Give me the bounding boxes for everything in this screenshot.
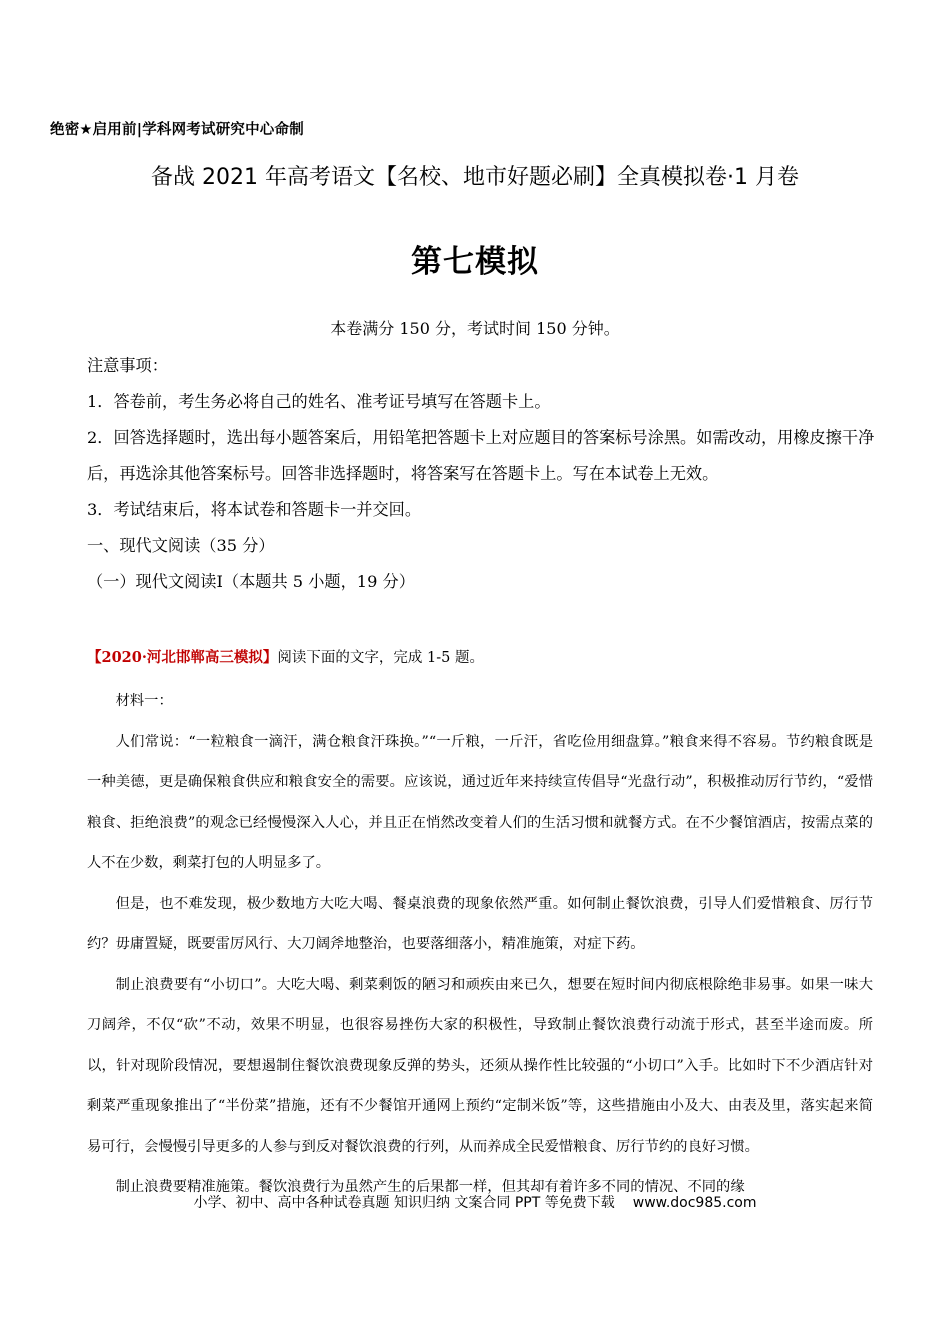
source-tag: 【2020·河北邯郸高三模拟】 <box>87 649 278 666</box>
subsection-heading: （一）现代文阅读Ⅰ（本题共 5 小题，19 分） <box>87 572 415 591</box>
main-title: 第七模拟 <box>411 244 539 280</box>
confidential-header: 绝密★启用前|学科网考试研究中心命制 <box>50 122 304 138</box>
instructions-heading: 注意事项： <box>87 356 168 375</box>
section-heading: 一、现代文阅读（35 分） <box>87 536 275 555</box>
instruction-item-2: 2．回答选择题时，选出每小题答案后，用铅笔把答题卡上对应题目的答案标号涂黑。如需改动，用橡皮擦干净后，再选涂其他答案标号。回答非选择题时，将答案写在答题卡上。写在本试卷上无效。 <box>87 428 875 483</box>
footer-text: 小学、初中、高中各种试卷真题 知识归纳 文案合同 PPT 等免费下载 <box>193 1195 615 1211</box>
instruction-item-3: 3．考试结束后，将本试卷和答题卡一并交回。 <box>87 500 422 519</box>
passage-paragraph: 但是，也不难发现，极少数地方大吃大喝、餐桌浪费的现象依然严重。如何制止餐饮浪费，引导人们爱惜粮食、厉行节约？毋庸置疑，既要雷厉风行、大刀阔斧地整治，也要落细落小，精准施策，对症下药。 <box>87 895 873 952</box>
exam-title: 备战 2021 年高考语文【名校、地市好题必刷】全真模拟卷·1 月卷 <box>151 165 799 190</box>
passage-paragraph: 人们常说：“一粒粮食一滴汗，满仓粮食汗珠换。”“一斤粮，一斤汗，省吃俭用细盘算。”粮食来得不容易。节约粮食既是一种美德，更是确保粮食供应和粮食安全的需要。应该说，通过近年来持续宣传倡导“光盘行动”，积极推动厉行节约，“爱惜粮食、拒绝浪费”的观念已经慢慢深入人心，并且正在悄然改变着人们的生活习惯和就餐方式。在不少餐馆酒店，按需点菜的人不在少数，剩菜打包的人明显多了。 <box>87 733 873 871</box>
instructions-block <box>87 348 877 600</box>
passage-paragraph: 制止浪费要精准施策。餐饮浪费行为虽然产生的后果都一样，但其却有着许多不同的情况、不同的缘 <box>115 1179 745 1195</box>
material-label: 材料一： <box>115 693 173 709</box>
page-footer <box>0 1192 950 1212</box>
footer-url: www.doc985.com <box>632 1195 757 1211</box>
reading-passage <box>87 681 873 1208</box>
passage-paragraph: 制止浪费要有“小切口”。大吃大喝、剩菜剩饭的陋习和顽疾由来已久，想要在短时间内彻底根除绝非易事。如果一味大刀阔斧，不仅“砍”不动，效果不明显，也很容易挫伤大家的积极性，导致制止餐饮浪费行动流于形式，甚至半途而废。所以，针对现阶段情况，要想遏制住餐饮浪费现象反弹的势头，还须从操作性比较强的“小切口”入手。比如时下不少酒店针对剩菜严重现象推出了“半份菜”措施，还有不少餐馆开通网上预约“定制米饭”等，这些措施由小及大、由表及里，落实起来简易可行，会慢慢引导更多的人参与到反对餐饮浪费的行列，从而养成全民爱惜粮食、厉行节约的良好习惯。 <box>87 976 873 1155</box>
question-source-line <box>87 646 484 667</box>
reading-instruction: 阅读下面的文字，完成 1-5 题。 <box>277 650 484 666</box>
instruction-item-1: 1．答卷前，考生务必将自己的姓名、准考证号填写在答题卡上。 <box>87 392 551 411</box>
score-time-line: 本卷满分 150 分，考试时间 150 分钟。 <box>330 319 620 338</box>
